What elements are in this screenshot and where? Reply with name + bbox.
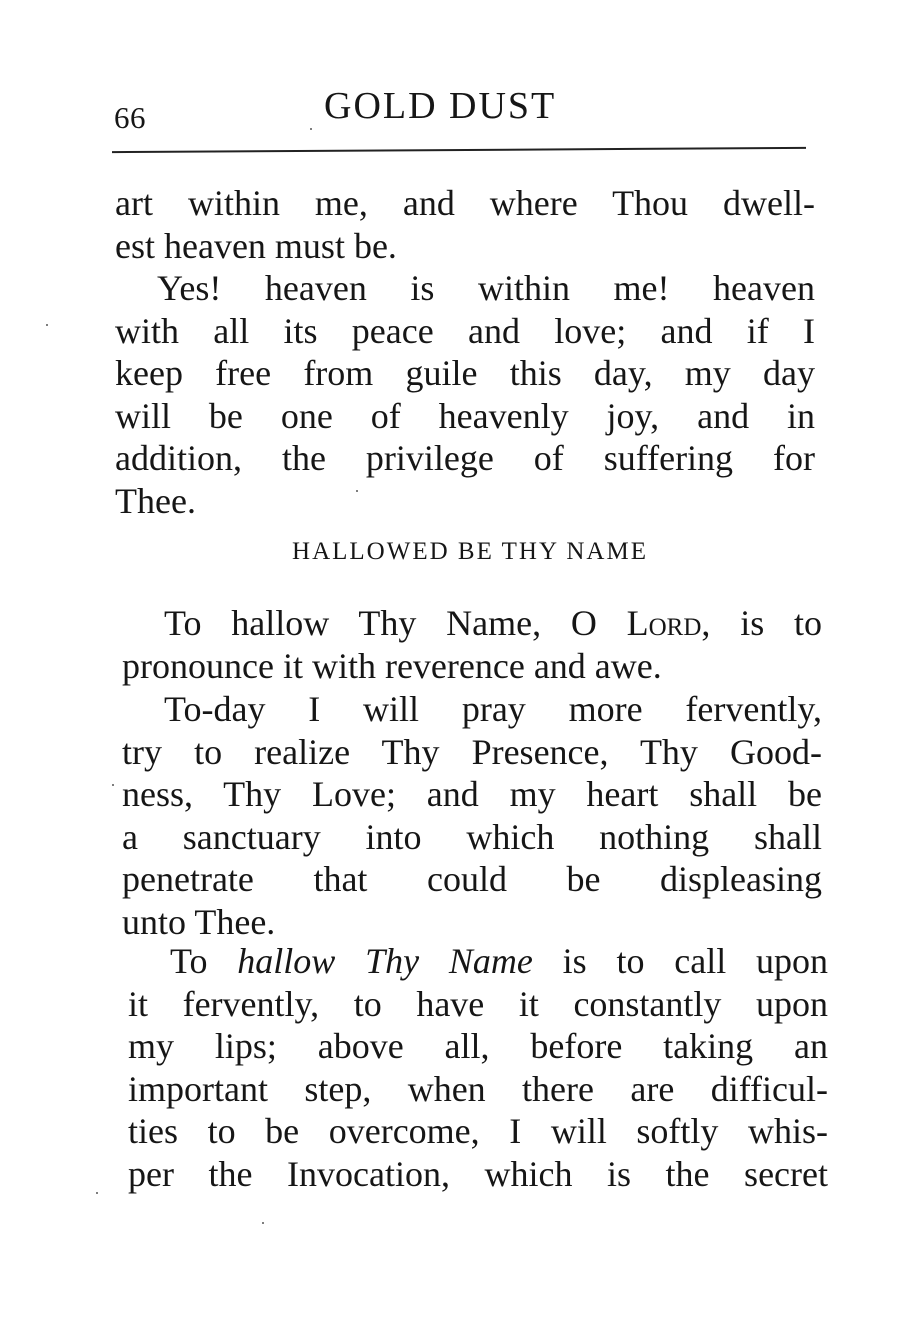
page-number: 66 — [114, 100, 146, 135]
text-run: To hallow Thy Name, O — [164, 603, 627, 643]
text-line — [128, 940, 828, 983]
text-line — [122, 602, 822, 645]
text-line: will be one of heavenly joy, and in — [115, 395, 815, 436]
lord-small-caps: Lord, — [626, 603, 711, 643]
scan-speck — [46, 324, 48, 326]
text-line: art within me, and where Thou dwell- — [115, 183, 815, 223]
text-line: a sanctuary into which nothing shall — [122, 816, 822, 857]
text-line: ties to be overcome, I will softly whis- — [128, 1111, 828, 1151]
paragraph-heaven-within — [115, 267, 815, 522]
text-line: est heaven must be. — [115, 225, 397, 266]
text-line: my lips; above all, before taking an — [128, 1026, 828, 1066]
paragraph-hallow-definition — [122, 602, 822, 687]
text-line: penetrate that could be displeasing — [122, 859, 822, 899]
scan-speck — [356, 490, 358, 492]
text-line: addition, the privilege of suffering for — [115, 438, 815, 478]
header-rule — [112, 147, 806, 153]
italic-phrase: hallow Thy Name — [237, 941, 533, 981]
scan-speck — [310, 128, 312, 130]
text-line: Thee. — [115, 480, 196, 521]
paragraph-today-pray — [122, 688, 822, 943]
text-run: To — [170, 941, 238, 981]
text-line: ness, Thy Love; and my heart shall be — [122, 774, 822, 814]
text-run: is to call upon — [532, 941, 828, 981]
text-line: Yes! heaven is within me! heaven — [157, 268, 815, 308]
section-heading: HALLOWED BE THY NAME — [292, 538, 648, 565]
text-run: is to — [710, 603, 822, 643]
scan-speck — [262, 1222, 264, 1224]
text-line: try to realize Thy Presence, Thy Good- — [122, 731, 822, 772]
paragraph-call-upon — [128, 940, 828, 1195]
paragraph-continued — [115, 182, 815, 267]
page-header — [112, 82, 812, 135]
text-line: To-day I will pray more fervently, — [164, 689, 822, 729]
text-line: pronounce it with reverence and awe. — [122, 645, 662, 686]
text-line: per the Invocation, which is the secret — [128, 1153, 828, 1194]
text-line: unto Thee. — [122, 901, 276, 942]
text-line: keep free from guile this day, my day — [115, 353, 815, 393]
text-line: it fervently, to have it constantly upon — [128, 983, 828, 1024]
scan-speck — [96, 1192, 98, 1194]
text-line: with all its peace and love; and if I — [115, 310, 815, 351]
text-line: important step, when there are difficul- — [128, 1068, 828, 1109]
running-title: GOLD DUST — [324, 85, 557, 127]
scan-speck — [112, 784, 114, 786]
